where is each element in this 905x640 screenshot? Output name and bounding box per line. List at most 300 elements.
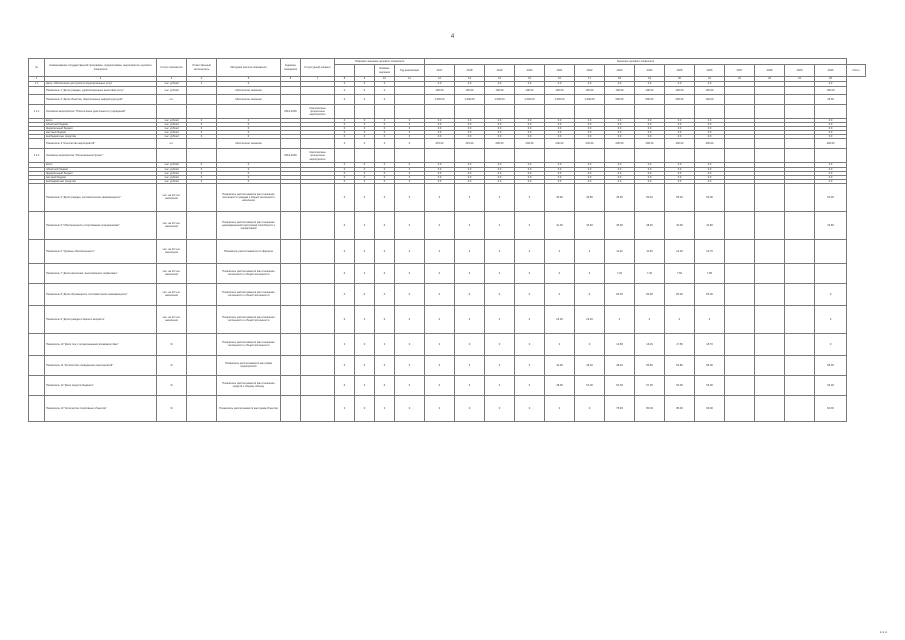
cell-value: 0.0 (605, 123, 635, 127)
cell-value: 7.80 (695, 263, 725, 283)
cell-value: 0 (485, 263, 515, 283)
cell-empty (785, 239, 815, 263)
cell-no (29, 263, 45, 283)
header-year: 2022 (575, 65, 605, 77)
cell-value: 0 (395, 167, 425, 171)
column-number: 5 (217, 77, 281, 82)
cell-status: тыс. рублей (157, 87, 187, 95)
cell-exec: 0 (187, 127, 217, 131)
header-year: 2025 (665, 65, 695, 77)
column-number: 17 (575, 77, 605, 82)
cell-value: 0.0 (515, 171, 545, 175)
cell-value: 0 (335, 127, 355, 131)
cell-value: 0 (485, 283, 515, 305)
cell-value: 0 (515, 355, 545, 375)
column-number: 2 (45, 77, 157, 82)
cell-value: 0.0 (575, 119, 605, 123)
cell-value: 0 (355, 127, 375, 131)
cell-total: 100.00 (815, 87, 847, 95)
cell-value: 0.0 (635, 163, 665, 167)
cell-empty (785, 355, 815, 375)
cell-method: 0 (217, 167, 281, 171)
cell-value: 57.00 (635, 375, 665, 395)
cell-value: 0 (455, 283, 485, 305)
cell-value: 0.0 (575, 135, 605, 139)
cell-value: 100.00 (575, 87, 605, 95)
header-group-values: Значение целевого показателя (425, 59, 847, 65)
cell-empty (755, 395, 785, 421)
cell-value (425, 105, 455, 119)
cell-status: чел. на 10 тыс. населения (157, 211, 187, 239)
cell-value: 0.0 (485, 167, 515, 171)
header-name: Наименование государственной программы, подпрограммы, мероприятия, целевого показателя (45, 59, 157, 77)
cell-value: 0 (395, 395, 425, 421)
header-year: 2019 (485, 65, 515, 77)
cell-value: 0.0 (425, 171, 455, 175)
cell-value: 85.00 (665, 395, 695, 421)
column-number: 4 (187, 77, 217, 82)
cell-value: 0.0 (695, 163, 725, 167)
cell-status: чел. на 10 тыс. населения (157, 283, 187, 305)
cell-value: 0 (375, 82, 395, 87)
cell-value: 1 000.00 (545, 95, 575, 105)
cell-value: 0 (335, 163, 355, 167)
cell-value: 0 (395, 163, 425, 167)
cell-method: 0 (217, 119, 281, 123)
cell-value (545, 149, 575, 163)
cell-value: 12.20 (665, 239, 695, 263)
cell-value: 0 (335, 395, 355, 421)
cell-exec (187, 283, 217, 305)
cell-value: 0.0 (485, 175, 515, 179)
cell-no (29, 305, 45, 333)
header-year: 2018 (455, 65, 485, 77)
cell-value: 0.0 (485, 135, 515, 139)
cell-total: 0.0 (815, 82, 847, 87)
cell-exec (187, 149, 217, 163)
cell-value: 0 (375, 119, 395, 123)
cell-struct (301, 211, 335, 239)
cell-value: 0.0 (605, 171, 635, 175)
cell-value: 12.70 (695, 239, 725, 263)
cell-method: 0 (217, 131, 281, 135)
cell-method: Показатель рассчитывается как сумма объектов (217, 395, 281, 421)
table-row (29, 305, 866, 333)
cell-value: 100.00 (545, 87, 575, 95)
cell-value: 0 (335, 131, 355, 135)
cell-value: 0 (455, 355, 485, 375)
cell-unit (281, 395, 301, 421)
table-row (29, 239, 866, 263)
cell-exec (187, 211, 217, 239)
cell-value: 0.0 (665, 171, 695, 175)
cell-value: 0.0 (455, 123, 485, 127)
cell-value: 0 (395, 263, 425, 283)
cell-value: 52.80 (665, 355, 695, 375)
cell-value: 0 (335, 263, 355, 283)
cell-empty (725, 333, 755, 355)
cell-method: 0 (217, 127, 281, 131)
cell-value: 0 (335, 82, 355, 87)
cell-value: 0.0 (515, 127, 545, 131)
column-number: 25 (815, 77, 847, 82)
cell-no (29, 95, 45, 105)
cell-value: 100.00 (665, 87, 695, 95)
column-number: 23 (755, 77, 785, 82)
cell-value: 0 (425, 395, 455, 421)
cell-value: 0 (575, 395, 605, 421)
cell-empty (755, 375, 785, 395)
column-number: 16 (545, 77, 575, 82)
cell-value: 0 (335, 167, 355, 171)
cell-name: всего (45, 119, 157, 123)
cell-total: 0.0 (815, 123, 847, 127)
cell-value: 0.0 (485, 127, 515, 131)
cell-value: 100.00 (425, 87, 455, 95)
cell-method: Абсолютное значение (217, 95, 281, 105)
column-number: 9 (355, 77, 375, 82)
cell-value: 0 (395, 135, 425, 139)
cell-value: 0.0 (545, 82, 575, 87)
cell-no (29, 395, 45, 421)
cell-value: 0.0 (455, 179, 485, 183)
cell-total: 63.00 (815, 375, 847, 395)
cell-value: 0.0 (635, 131, 665, 135)
cell-value: 0 (395, 283, 425, 305)
column-number: 10 (375, 77, 395, 82)
cell-value: 0.0 (605, 175, 635, 179)
cell-value: 0.0 (575, 163, 605, 167)
cell-value: 0.0 (575, 82, 605, 87)
cell-value: 0.0 (635, 127, 665, 131)
cell-value: 0 (515, 375, 545, 395)
cell-value: 0 (575, 263, 605, 283)
header-year: 2027 (725, 65, 755, 77)
cell-value: 0.0 (575, 179, 605, 183)
cell-value: 0.0 (515, 175, 545, 179)
cell-total (815, 263, 847, 283)
cell-value: 500.00 (635, 95, 665, 105)
cell-value: 1 000.00 (455, 95, 485, 105)
cell-value: 0 (485, 333, 515, 355)
cell-method (217, 105, 281, 119)
cell-empty (785, 305, 815, 333)
cell-value: 0 (355, 333, 375, 355)
cell-value: 0 (335, 333, 355, 355)
page-number: 4 (450, 34, 455, 40)
cell-value: 18.70 (695, 333, 725, 355)
cell-name: Показатель 6 "Уровень обеспеченности" (45, 239, 157, 263)
cell-empty (725, 283, 755, 305)
cell-method: Показатель рассчитывается как отношение средств к общему объему (217, 375, 281, 395)
table-body (29, 82, 866, 422)
cell-value: 0.0 (695, 123, 725, 127)
cell-value: 60.00 (665, 375, 695, 395)
cell-method: 0 (217, 163, 281, 167)
column-number: 1 (29, 77, 45, 82)
cell-status: % (157, 395, 187, 421)
cell-value: 0 (335, 283, 355, 305)
cell-value: 0 (395, 175, 425, 179)
cell-exec (187, 139, 217, 149)
cell-value: 0.0 (425, 135, 455, 139)
cell-struct (301, 355, 335, 375)
cell-value: 0 (355, 211, 375, 239)
cell-total: 55.00 (815, 355, 847, 375)
cell-exec (187, 395, 217, 421)
header-total: Итого (847, 65, 866, 77)
cell-value: 0 (425, 183, 455, 211)
cell-value: 0.0 (665, 127, 695, 131)
cell-empty (725, 139, 755, 149)
cell-value: 0 (455, 333, 485, 355)
cell-value: 0.0 (695, 119, 725, 123)
header-sub-2 (355, 65, 375, 77)
header-year: 2028 (755, 65, 785, 77)
cell-value: 84.00 (665, 283, 695, 305)
cell-value: 0.0 (425, 123, 455, 127)
cell-empty (725, 149, 755, 163)
cell-total (815, 149, 847, 163)
cell-value: 0.0 (695, 175, 725, 179)
cell-struct (301, 283, 335, 305)
cell-value: 0 (395, 139, 425, 149)
cell-value: 63.00 (695, 375, 725, 395)
cell-value: 0 (355, 179, 375, 183)
cell-name: Основное мероприятие "Обеспечение деятельности учреждений" (45, 105, 157, 119)
cell-value: 0.0 (605, 179, 635, 183)
cell-value: 0.0 (455, 82, 485, 87)
cell-value: 0 (425, 355, 455, 375)
cell-value: 0 (485, 305, 515, 333)
cell-value: 0.0 (665, 131, 695, 135)
cell-total: 0.0 (815, 167, 847, 171)
cell-value: 0.0 (605, 163, 635, 167)
cell-unit (281, 305, 301, 333)
cell-method: Показатель рассчитывается как отношение численности к общей численности (217, 305, 281, 333)
cell-value: 48.40 (605, 355, 635, 375)
cell-empty (725, 183, 755, 211)
cell-value: 0 (545, 263, 575, 283)
cell-empty (755, 149, 785, 163)
cell-value: 0.0 (515, 179, 545, 183)
cell-status (157, 149, 187, 163)
cell-value: 75.00 (605, 395, 635, 421)
cell-value (355, 149, 375, 163)
cell-value: 0 (425, 333, 455, 355)
cell-value: 1 000.00 (575, 95, 605, 105)
cell-unit: 2019-2030 (281, 149, 301, 163)
cell-value (395, 95, 425, 105)
cell-exec (187, 95, 217, 105)
cell-empty (725, 263, 755, 283)
cell-total: 45.00 (815, 95, 847, 105)
cell-value: 0 (335, 355, 355, 375)
column-number: 24 (785, 77, 815, 82)
cell-value: 100.00 (485, 87, 515, 95)
cell-exec: 0 (187, 119, 217, 123)
cell-empty (725, 305, 755, 333)
cell-value: 0.0 (545, 135, 575, 139)
cell-value: 0 (395, 171, 425, 175)
cell-value: 0.0 (635, 135, 665, 139)
cell-unit (281, 183, 301, 211)
cell-value: 0.0 (575, 175, 605, 179)
cell-value: 0 (355, 131, 375, 135)
cell-value: 0 (355, 119, 375, 123)
cell-value: 0 (515, 395, 545, 421)
cell-value: 0 (355, 239, 375, 263)
cell-value: 0.0 (485, 171, 515, 175)
cell-value: 0.0 (545, 175, 575, 179)
cell-value: 0.0 (485, 82, 515, 87)
table-row (29, 355, 866, 375)
cell-value: 0.0 (425, 179, 455, 183)
cell-status: тыс. рублей (157, 82, 187, 87)
cell-value (665, 105, 695, 119)
cell-value: 0.0 (665, 119, 695, 123)
cell-no: 1.1 (29, 82, 45, 87)
header-year: 2017 (425, 65, 455, 77)
cell-exec: 0 (187, 135, 217, 139)
cell-name: внебюджетные средства (45, 135, 157, 139)
cell-value: 0 (515, 283, 545, 305)
cell-value (425, 149, 455, 163)
cell-status: чел. на 10 тыс. населения (157, 263, 187, 283)
cell-value: 0 (425, 375, 455, 395)
cell-total: 0.0 (815, 135, 847, 139)
cell-value: 0 (335, 179, 355, 183)
cell-unit: 2019-2030 (281, 105, 301, 119)
cell-value: 0.0 (635, 179, 665, 183)
cell-empty (785, 211, 815, 239)
cell-value: 44.00 (545, 355, 575, 375)
cell-value: 400.00 (635, 139, 665, 149)
cell-status: шт. (157, 95, 187, 105)
cell-value (395, 87, 425, 95)
cell-name: Показатель 1 "Доля граждан, удовлетворенных качеством услуг" (45, 87, 157, 95)
cell-value (375, 105, 395, 119)
column-number: 15 (515, 77, 545, 82)
cell-no (29, 283, 45, 305)
cell-exec: 0 (187, 167, 217, 171)
cell-value: 0 (485, 395, 515, 421)
cell-value: 0.0 (455, 119, 485, 123)
cell-value (515, 149, 545, 163)
cell-value: 0.0 (485, 123, 515, 127)
cell-value (515, 105, 545, 119)
cell-struct: Комплексные процессные мероприятия (301, 105, 335, 119)
cell-value: 0 (375, 395, 395, 421)
cell-value: 0 (335, 211, 355, 239)
cell-value: 23.20 (575, 305, 605, 333)
cell-value: 0.0 (665, 175, 695, 179)
cell-empty (755, 95, 785, 105)
cell-status: тыс. рублей (157, 163, 187, 167)
cell-total: 90.00 (815, 395, 847, 421)
header-sub-1 (335, 65, 355, 77)
cell-value: 51.00 (575, 375, 605, 395)
cell-value: 11.60 (635, 239, 665, 263)
cell-value: 60.00 (695, 183, 725, 211)
table-row (29, 263, 866, 283)
cell-value: 40.50 (665, 211, 695, 239)
cell-empty (785, 149, 815, 163)
cell-unit (281, 211, 301, 239)
cell-value: 0.0 (455, 171, 485, 175)
cell-value: 33.60 (575, 211, 605, 239)
cell-value: 0 (695, 305, 725, 333)
header-base: Базовое значение (375, 65, 395, 77)
cell-value: 400.00 (665, 139, 695, 149)
cell-value: 0.0 (695, 131, 725, 135)
cell-value: 0 (485, 239, 515, 263)
cell-value: 7.40 (635, 263, 665, 283)
cell-name: Показатель 9 "Доля граждан старшего возраста" (45, 305, 157, 333)
cell-value: 0.0 (605, 119, 635, 123)
cell-value: 0 (395, 131, 425, 135)
cell-value (485, 105, 515, 119)
cell-value: 0 (355, 305, 375, 333)
cell-value (695, 149, 725, 163)
cell-value: 0 (335, 239, 355, 263)
column-number: 20 (665, 77, 695, 82)
cell-no (29, 355, 45, 375)
cell-value (395, 149, 425, 163)
cell-no: 1.1.1 (29, 105, 45, 119)
cell-value: 0 (375, 283, 395, 305)
cell-total: 0 (815, 283, 847, 305)
cell-value: 0.0 (425, 163, 455, 167)
cell-value: 7.60 (665, 263, 695, 283)
cell-total: 60.00 (815, 183, 847, 211)
cell-no (29, 211, 45, 239)
cell-value: 0 (545, 239, 575, 263)
cell-status (157, 105, 187, 119)
cell-method: 0 (217, 135, 281, 139)
cell-value: 0 (355, 139, 375, 149)
cell-exec: 0 (187, 175, 217, 179)
cell-value: 1 000.00 (485, 95, 515, 105)
cell-value: 0.0 (455, 167, 485, 171)
cell-value: 0.0 (425, 119, 455, 123)
cell-value: 0.0 (575, 171, 605, 175)
cell-value: 0 (485, 355, 515, 375)
header-year: 2020 (515, 65, 545, 77)
cell-value: 0 (355, 95, 375, 105)
cell-value: 0.0 (575, 167, 605, 171)
cell-value: 0.0 (425, 82, 455, 87)
cell-method: 0 (217, 123, 281, 127)
cell-value: 200.00 (665, 95, 695, 105)
cell-no (29, 139, 45, 149)
table-row (29, 87, 866, 95)
cell-struct (301, 395, 335, 421)
cell-value: 0 (335, 375, 355, 395)
cell-value: 0 (575, 239, 605, 263)
column-number: 18 (605, 77, 635, 82)
cell-exec (187, 333, 217, 355)
cell-no (29, 87, 45, 95)
cell-empty (785, 183, 815, 211)
cell-value: 0 (515, 211, 545, 239)
cell-exec (187, 355, 217, 375)
cell-empty (755, 283, 785, 305)
cell-value: 0.0 (575, 131, 605, 135)
cell-method: 0 (217, 171, 281, 175)
cell-value: 0 (335, 123, 355, 127)
cell-empty (725, 87, 755, 95)
